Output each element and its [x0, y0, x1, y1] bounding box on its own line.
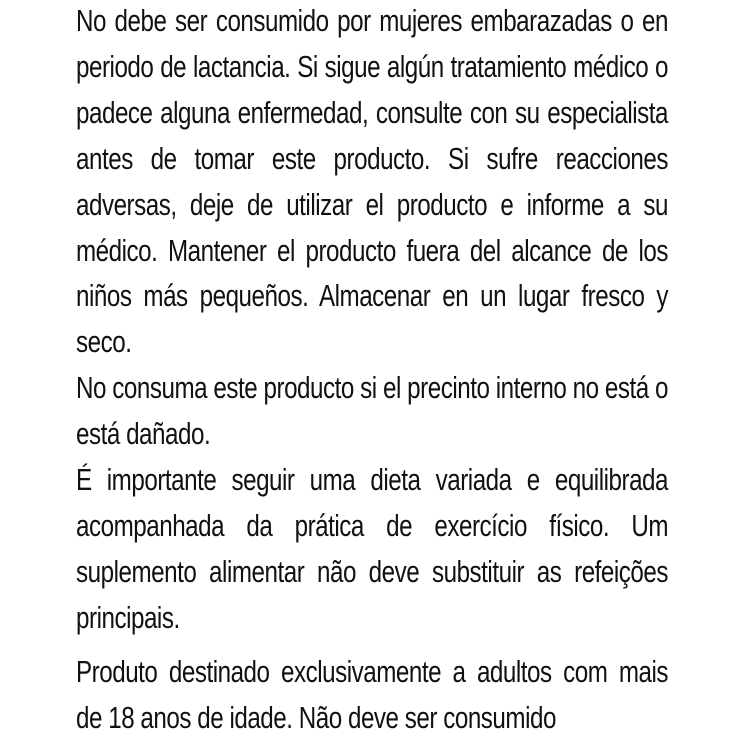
warning-text-block — [76, 0, 668, 741]
paragraph-spanish-seal: No consuma este producto si el precinto interno no está o está dañado. — [76, 370, 669, 452]
paragraph-portuguese-adults: Produto destinado exclusivamente a adultos com mais de 18 anos de idade. Não deve ser consumido — [76, 653, 669, 735]
paragraph-spanish-warnings: No debe ser consumido por mujeres embarazadas o en periodo de lactancia. Si sigue algún tratamiento médico o padece alguna enfermedad, consulte con su especialista antes de tomar este producto. Si sufre reacciones adversas, deje de utilizar el producto e informe a su médico. Mantener el producto fuera del alcance de los niños más pequeños. Almacenar en un lugar fresco y seco. — [76, 3, 669, 360]
paragraph-portuguese-diet: É importante seguir uma dieta variada e equilibrada acompanhada da prática de exercício físico. Um suplemento alimentar não deve substituir as refeições principais. — [76, 462, 669, 635]
